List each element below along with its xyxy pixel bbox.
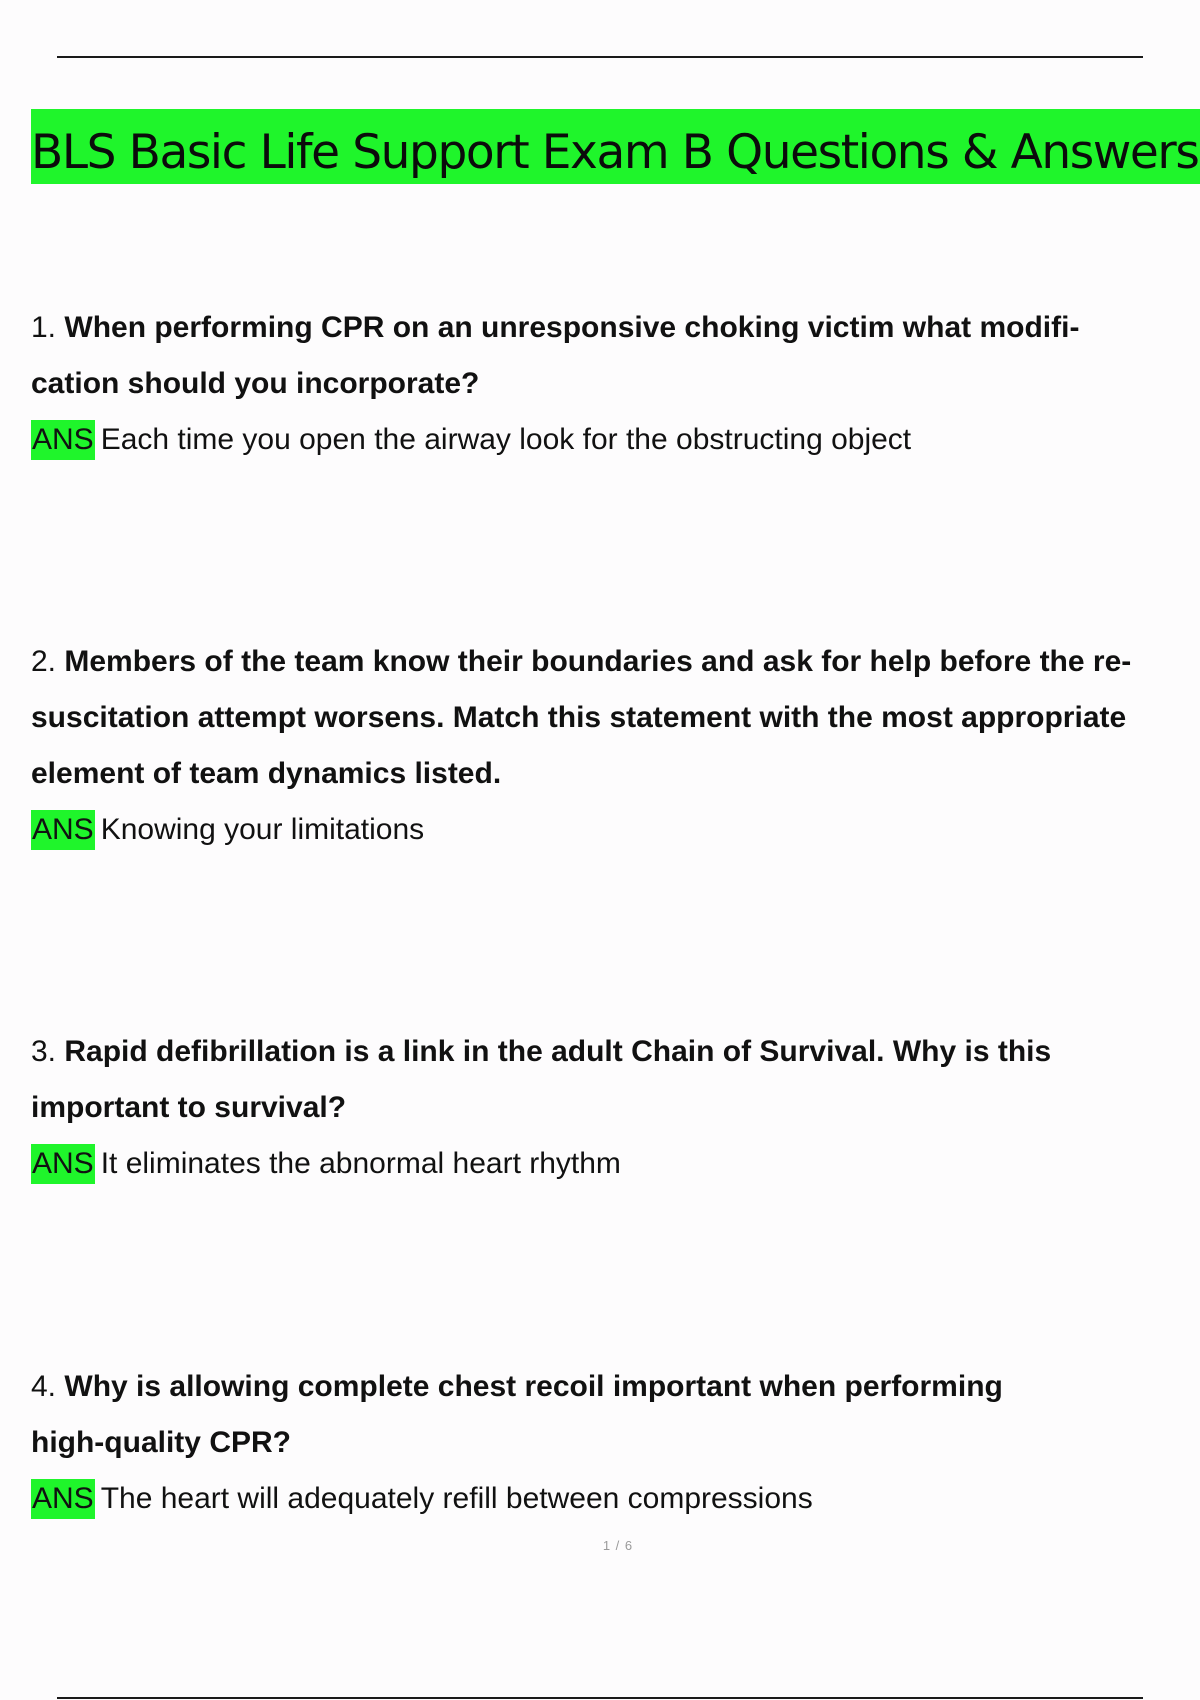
question-3: [31, 1024, 1200, 1080]
question-text: Members of the team know their boundaries and ask for help before the re-: [64, 645, 1132, 678]
question-3-line-2: important to survival?: [31, 1091, 347, 1124]
question-text: Rapid defibrillation is a link in the adult Chain of Survival. Why is this: [64, 1035, 1052, 1068]
qa-item-3: [31, 1024, 1200, 1192]
ans-tag: ANS: [31, 420, 95, 460]
ans-tag: ANS: [31, 1479, 95, 1519]
question-2: [31, 634, 1200, 690]
question-number: 1.: [31, 311, 57, 344]
question-2-line-2: suscitation attempt worsens. Match this statement with the most appropriate: [31, 701, 1127, 734]
question-2-line-3: element of team dynamics listed.: [31, 757, 502, 790]
qa-item-4: [31, 1359, 1200, 1527]
question-4-line-2: high-quality CPR?: [31, 1426, 291, 1459]
qa-item-2: [31, 634, 1200, 858]
question-1: [31, 300, 1200, 356]
answer-text: Knowing your limitations: [100, 813, 425, 846]
answer-2: [31, 802, 1200, 858]
ans-tag: ANS: [31, 1144, 95, 1184]
question-number: 4.: [31, 1370, 57, 1403]
ans-tag: ANS: [31, 810, 95, 850]
question-text: Why is allowing complete chest recoil important when performing: [64, 1370, 1003, 1403]
answer-1: [31, 412, 1200, 468]
answer-4: [31, 1471, 1200, 1527]
question-text: When performing CPR on an unresponsive choking victim what modifi-: [64, 311, 1080, 344]
page-number: 1 / 6: [602, 1538, 634, 1553]
question-number: 3.: [31, 1035, 57, 1068]
qa-item-1: [31, 300, 1200, 468]
answer-3: [31, 1136, 1200, 1192]
top-rule: [57, 56, 1143, 58]
answer-text: The heart will adequately refill between compressions: [100, 1482, 813, 1515]
title-highlight: [31, 109, 1200, 184]
answer-text: It eliminates the abnormal heart rhythm: [100, 1147, 621, 1180]
question-4: [31, 1359, 1200, 1415]
question-number: 2.: [31, 645, 57, 678]
document-title: BLS Basic Life Support Exam B Questions & Answers: [31, 125, 1199, 180]
bottom-rule: [57, 1697, 1143, 1699]
question-1-line-2: cation should you incorporate?: [31, 367, 480, 400]
answer-text: Each time you open the airway look for the obstructing object: [100, 423, 912, 456]
